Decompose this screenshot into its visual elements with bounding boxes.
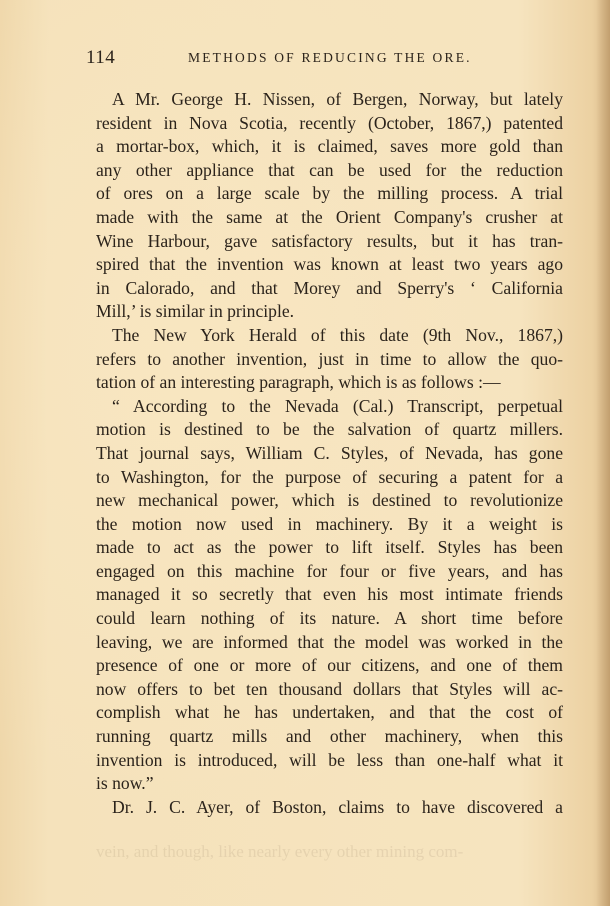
text-line: made to act as the power to lift itself. Styles has been [96,537,563,558]
text-line: Mill,’ is similar in principle. [96,301,295,322]
text-line: Wine Harbour, gave satisfactory results, but it has tran- [96,230,563,251]
text-line: “ According to the Nevada (Cal.) Transcript, perpetual [112,395,563,416]
text-line: Dr. J. C. Ayer, of Boston, claims to have discovered a [112,796,563,817]
text-line: made with the same at the Orient Company's crusher at [96,206,563,227]
text-line: refers to another invention, just in time to allow the quo- [96,348,563,369]
text-line: a mortar-box, which, it is claimed, saves more gold than [96,136,563,157]
running-title: METHODS OF REDUCING THE ORE. [188,50,472,65]
page-number: 114 [86,47,116,68]
body-text [96,88,563,819]
text-line: of ores on a large scale by the milling process. A trial [96,183,563,204]
paragraph-quotation [96,395,563,796]
paragraph-ayer [96,796,563,820]
text-line: A Mr. George H. Nissen, of Bergen, Norway, but lately [112,89,563,109]
text-line: could learn nothing of its nature. A short time before [96,608,563,629]
paragraph-herald [96,324,563,395]
running-head [86,47,566,69]
text-line: leaving, we are informed that the model was worked in the [96,631,563,652]
text-line: the motion now used in machinery. By it a weight is [96,513,563,534]
text-line: presence of one or more of our citizens, and one of them [96,655,563,676]
text-line: That journal says, William C. Styles, of Nevada, has gone [96,442,563,463]
text-line: engaged on this machine for four or five years, and has [96,560,563,581]
text-line: to Washington, for the purpose of securing a patent for a [96,466,563,487]
text-line: running quartz mills and other machinery, when this [96,726,563,747]
text-line: complish what he has undertaken, and that the cost of [96,702,563,723]
paragraph-nissen [96,88,563,324]
text-line: now offers to bet ten thousand dollars that Styles will ac- [96,678,563,699]
text-line: in Calorado, and that Morey and Sperry's ‘ California [96,277,563,298]
text-line: resident in Nova Scotia, recently (October, 1867,) patented [96,112,563,133]
text-line: tation of an interesting paragraph, which is as follows :— [96,372,501,393]
text-line: spired that the invention was known at least two years ago [96,254,563,275]
text-line: is now.” [96,773,154,794]
text-line: any other appliance that can be used for the reduction [96,159,563,180]
bleed-through-text: vein, and though, like nearly every other mining com- [96,842,464,861]
page-edge-shadow [596,0,610,906]
text-line: The New York Herald of this date (9th Nov., 1867,) [112,324,563,345]
text-line: motion is destined to be the salvation of quartz millers. [96,419,563,440]
text-line: invention is introduced, will be less than one-half what it [96,749,563,770]
text-line: managed it so secretly that even his most intimate friends [96,584,563,605]
text-line: new mechanical power, which is destined to revolutionize [96,490,563,511]
